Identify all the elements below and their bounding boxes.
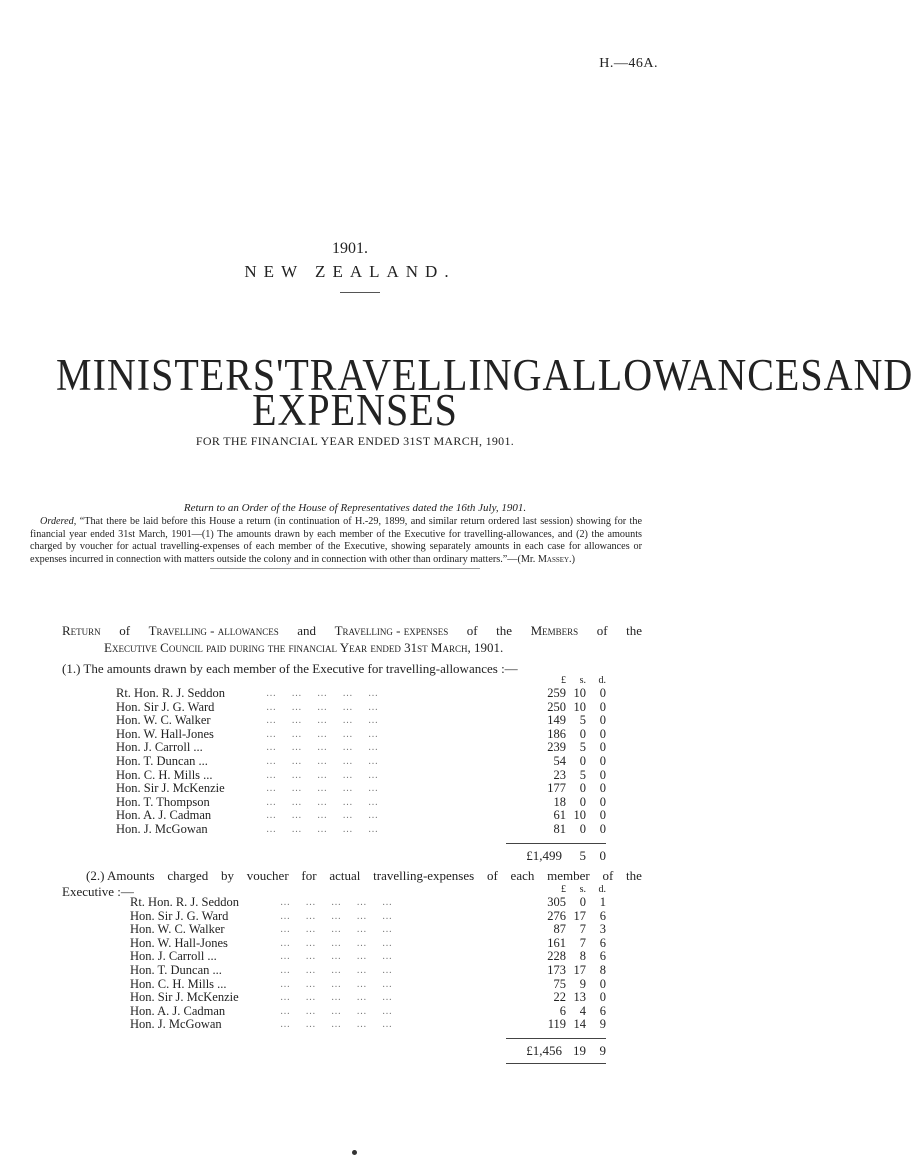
title-word: AND [823,348,913,401]
heading-word: by [221,868,235,883]
heading-word: charged [167,868,209,883]
return-heading-line-2: Executive Council paid during the financial Year ended 31st March, 1901. [104,640,504,655]
expenses-table [130,884,606,1064]
amount-pence: 9 [599,1017,606,1032]
member-name: Hon. W. C. Walker [130,922,225,937]
table-row [130,1005,606,1019]
return-word: Travelling - expenses [334,623,449,638]
amount-pounds: 87 [553,922,566,937]
heading-word: member [547,868,590,883]
amount-pence: 0 [599,990,606,1005]
col-pounds: £ [561,675,566,686]
member-name: Hon. T. Duncan ... [130,962,222,977]
col-shillings: s. [579,675,586,686]
leader-dots: … … … … … [280,978,394,990]
member-name: Hon. C. H. Mills ... [130,976,227,991]
leader-dots: … … … … … [280,897,394,908]
amount-shillings: 4 [579,1003,586,1018]
heading-word: (2.) Amounts [86,868,155,883]
table-row [116,728,606,742]
amount-pence: 0 [599,794,606,809]
heading-word: travelling-expenses [373,868,475,883]
document-year: 1901. [332,240,368,257]
expenses-heading-line-2: Executive :— [62,884,134,899]
table-row [116,714,606,728]
total-rule [506,1063,606,1064]
total-shillings: 5 [579,847,586,863]
divider [210,568,480,569]
amount-pounds: 305 [547,895,566,909]
return-word: the [626,623,642,638]
member-name: Hon. J. McGowan [116,821,208,836]
member-name: Hon. J. Carroll ... [130,949,217,964]
amount-shillings: 17 [573,962,586,977]
heading-word: of [486,868,498,883]
table-row [130,950,606,964]
total-pounds: £1,499 [526,847,562,863]
leader-dots: … … … … … [266,755,380,767]
member-name: Hon. Sir J. G. Ward [116,699,215,714]
member-name: Hon. J. Carroll ... [116,740,203,755]
table-row [116,741,606,755]
amount-shillings: 10 [573,699,586,714]
page-mark [352,1150,357,1155]
member-name: Hon. A. J. Cadman [116,808,212,823]
table-row [116,809,606,823]
leader-dots: … … … … … [280,1005,394,1017]
leader-dots: … … … … … [266,769,380,781]
amount-pounds: 161 [547,935,566,950]
member-name: Rt. Hon. R. J. Seddon [116,686,226,700]
amount-shillings: 7 [579,935,586,950]
table-row [116,769,606,783]
title-word: TRAVELLING [284,348,543,401]
title-line-2: EXPENSES [252,383,458,436]
amount-shillings: 7 [579,922,586,937]
col-shillings: s. [579,884,586,895]
return-word: the [496,623,513,638]
amount-pence: 0 [599,686,606,700]
member-name: Hon. A. J. Cadman [130,1003,226,1018]
member-name: Hon. W. C. Walker [116,713,211,728]
table-row [130,978,606,992]
amount-pence: 6 [599,935,606,950]
subtitle: FOR THE FINANCIAL YEAR ENDED 31ST MARCH, 1901. [195,434,515,448]
amount-shillings: 8 [579,949,586,964]
leader-dots: … … … … … [266,728,380,740]
order-heading: Return to an Order of the House of Representatives dated the 16th July, 1901. [183,502,527,514]
member-name: Hon. Sir J. McKenzie [116,781,225,796]
amount-pence: 0 [599,808,606,823]
leader-dots: … … … … … [266,742,380,754]
amount-pounds: 75 [553,976,566,991]
member-name: Hon. T. Duncan ... [116,753,208,768]
order-lead: Ordered, [40,516,77,527]
amount-pounds: 276 [547,908,566,923]
amount-pounds: 81 [553,821,566,836]
leader-dots: … … … … … [266,688,380,699]
leader-dots: … … … … … [266,701,380,713]
country-heading: NEW ZEALAND. [244,262,456,281]
amount-pounds: 149 [547,713,566,728]
amount-pounds: 23 [553,767,566,782]
amount-pence: 6 [599,908,606,923]
amount-shillings: 0 [579,726,586,741]
amount-shillings: 17 [573,908,586,923]
amount-shillings: 0 [579,753,586,768]
amount-pounds: 6 [559,1003,566,1018]
heading-word: for [301,868,317,883]
expenses-heading-line-1 [62,868,642,884]
total-rule [506,1038,606,1039]
member-name: Rt. Hon. R. J. Seddon [130,895,240,909]
table-row [130,1018,606,1032]
amount-shillings: 13 [573,990,586,1005]
amount-pence: 3 [599,922,606,937]
heading-word: the [626,868,642,883]
table-row [130,991,606,1005]
table-row [116,701,606,715]
amount-shillings: 9 [579,976,586,991]
order-body: “That there be laid before this House a return (in continuation of H.-29, 1899, and similar return ordered last session) showing for the financial year ended 31st March, 1901—(1) The amounts drawn by each member of the Executive for travelling-allowances, and (2) the amounts charged by voucher for actual travelling-expenses of each member of the Executive, showing separately amounts in each case for allowances or expenses incurred in connection with matters outside the colony and in connection with other than ordinary matters.”—(Mr. [30,516,642,565]
leader-dots: … … … … … [280,937,394,949]
amount-shillings: 0 [579,895,586,909]
amount-pence: 8 [599,962,606,977]
col-pounds: £ [561,884,566,895]
return-word: and [297,623,317,638]
table-row [130,964,606,978]
amount-pence: 6 [599,949,606,964]
table-row [130,923,606,937]
allowances-total [116,848,606,864]
amount-pence: 0 [599,713,606,728]
total-rule [506,843,606,844]
amount-shillings: 5 [579,740,586,755]
member-name: Hon. T. Thompson [116,794,210,809]
total-shillings: 19 [573,1042,586,1058]
return-word: of [119,623,131,638]
table-row [116,782,606,796]
return-word: Members [530,623,579,638]
title-word: ALLOWANCES [542,348,824,401]
leader-dots: … … … … … [280,1019,394,1031]
heading-word: voucher [246,868,289,883]
member-name: Hon. Sir J. G. Ward [130,908,229,923]
total-pence: 0 [599,847,606,863]
table-row [116,687,606,701]
col-pence: d. [598,675,606,686]
allowances-table [116,675,606,864]
leader-dots: … … … … … [280,910,394,922]
amount-pence: 6 [599,1003,606,1018]
leader-dots: … … … … … [280,924,394,936]
leader-dots: … … … … … [280,992,394,1004]
allowances-heading: (1.) The amounts drawn by each member of the Executive for travelling-allowances :— [62,661,518,676]
amount-pounds: 186 [547,726,566,741]
amount-pence: 0 [599,767,606,782]
heading-word: actual [329,868,361,883]
amount-pence: 1 [599,895,606,909]
amount-shillings: 0 [579,781,586,796]
member-name: Hon. W. Hall-Jones [116,726,214,741]
amount-pounds: 54 [553,753,566,768]
amount-shillings: 10 [573,808,586,823]
total-pounds: £1,456 [526,1042,562,1058]
leader-dots: … … … … … [280,964,394,976]
amount-pounds: 18 [553,794,566,809]
title-word: MINISTERS' [56,348,285,401]
return-heading-line-1 [62,622,642,639]
return-word: of [596,623,608,638]
amount-pounds: 239 [547,740,566,755]
leader-dots: … … … … … [266,783,380,795]
member-name: Hon. W. Hall-Jones [130,935,228,950]
amount-shillings: 0 [579,821,586,836]
table-row [116,796,606,810]
leader-dots: … … … … … [266,796,380,808]
amount-pence: 0 [599,781,606,796]
amount-pence: 0 [599,740,606,755]
amount-pounds: 177 [547,781,566,796]
amount-pounds: 173 [547,962,566,977]
total-pence: 9 [599,1042,606,1058]
table-row [116,823,606,837]
amount-shillings: 14 [573,1017,586,1032]
col-pence: d. [598,884,606,895]
amount-pounds: 22 [553,990,566,1005]
return-word: of [466,623,478,638]
amount-shillings: 5 [579,713,586,728]
amount-shillings: 5 [579,767,586,782]
expenses-total [130,1043,606,1059]
return-word: Return [62,623,101,638]
amount-shillings: 10 [573,686,586,700]
table-row [130,937,606,951]
leader-dots: … … … … … [266,823,380,835]
leader-dots: … … … … … [266,810,380,822]
member-name: Hon. C. H. Mills ... [116,767,213,782]
amount-pence: 0 [599,976,606,991]
member-name: Hon. J. McGowan [130,1017,222,1032]
amount-pounds: 250 [547,699,566,714]
heading-word: each [510,868,535,883]
expenses-rows [130,896,606,1032]
table-row [116,755,606,769]
amount-pounds: 228 [547,949,566,964]
return-word: Travelling - allowances [148,623,279,638]
order-text [30,516,642,566]
leader-dots: … … … … … [266,715,380,727]
amount-pence: 0 [599,699,606,714]
amount-pence: 0 [599,726,606,741]
amount-pence: 0 [599,821,606,836]
heading-word: of [602,868,614,883]
return-heading [62,622,642,656]
amount-shillings: 0 [579,794,586,809]
table-row [130,896,606,910]
divider [340,292,380,293]
leader-dots: … … … … … [280,951,394,963]
amount-pounds: 259 [547,686,566,700]
amount-pence: 0 [599,753,606,768]
amount-pounds: 119 [547,1017,566,1032]
allowances-rows [116,687,606,837]
member-name: Hon. Sir J. McKenzie [130,990,239,1005]
order-mover: Massey.) [537,553,575,565]
table-row [130,910,606,924]
document-reference: H.—46A. [599,56,658,71]
amount-pounds: 61 [553,808,566,823]
